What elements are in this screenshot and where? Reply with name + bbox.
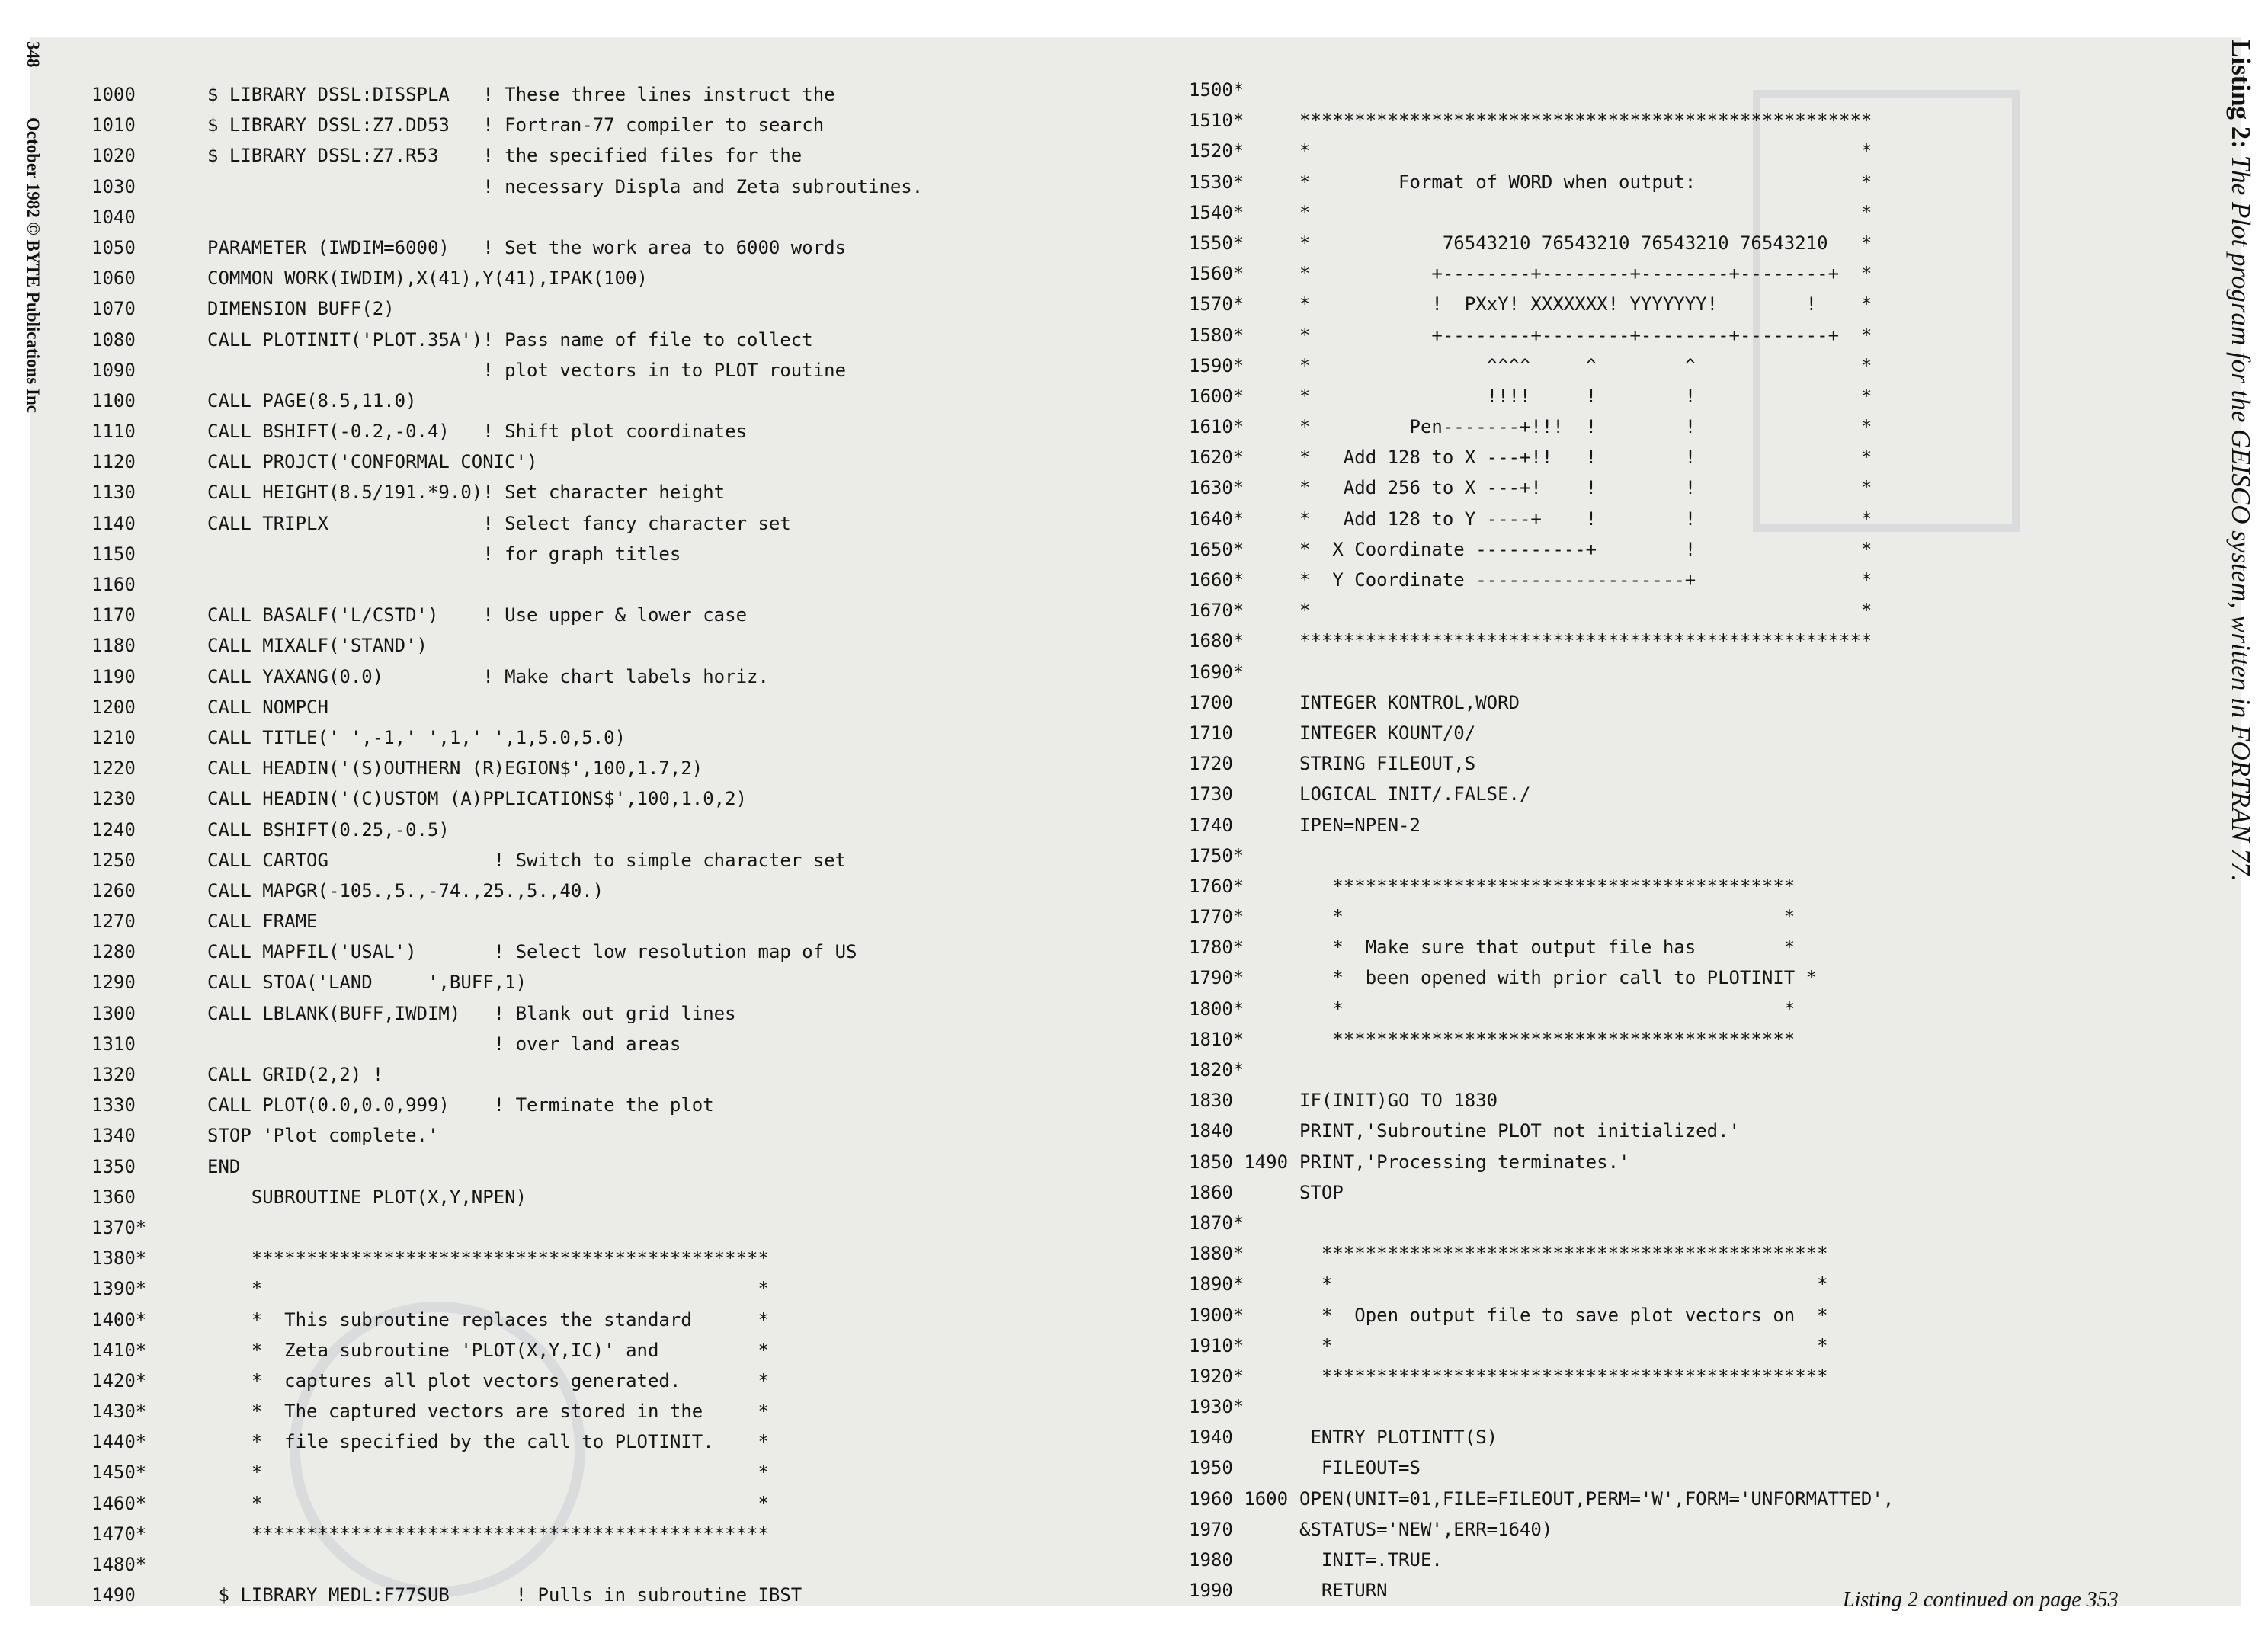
- code-text: CALL BASALF('L/CSTD') ! Use upper & lower case: [207, 604, 748, 626]
- line-number: 1650*: [1189, 538, 1245, 560]
- code-line: [1189, 1300, 1894, 1331]
- code-line: [1189, 136, 1894, 166]
- line-number: 1200: [91, 696, 136, 718]
- code-line: [91, 232, 923, 263]
- code-line: [1189, 718, 1894, 748]
- code-line: [91, 1120, 923, 1151]
- line-number: 1420*: [91, 1369, 147, 1391]
- line-number: 1860: [1189, 1181, 1233, 1203]
- line-number: 1220: [91, 757, 136, 780]
- code-line: [1189, 932, 1894, 962]
- code-line: [91, 508, 923, 539]
- code-text: ! for graph titles: [207, 543, 681, 565]
- code-text: COMMON WORK(IWDIM),X(41),Y(41),IPAK(100): [207, 267, 648, 290]
- code-text: * !!!! ! ! *: [1299, 385, 1872, 407]
- line-number: 1660*: [1189, 569, 1245, 591]
- code-text: * file specified by the call to PLOTINIT. *: [207, 1431, 769, 1453]
- code-line: [91, 600, 923, 630]
- line-number: 1910*: [1189, 1334, 1245, 1356]
- code-line: [1189, 1391, 1894, 1422]
- code-line: [91, 1243, 923, 1273]
- line-number: 1490: [91, 1584, 136, 1606]
- code-text: $ LIBRARY MEDL:F77SUB ! Pulls in subroutine IBST: [207, 1584, 802, 1606]
- code-line: [91, 1457, 923, 1487]
- code-text: ! plot vectors in to PLOT routine: [207, 359, 847, 381]
- code-line: [91, 1549, 923, 1580]
- line-number: 1080: [91, 328, 136, 351]
- code-text: ****************************************************: [1299, 110, 1872, 132]
- code-text: * X Coordinate ----------+ ! *: [1299, 538, 1872, 560]
- line-number: 1020: [91, 145, 136, 167]
- code-line: [1189, 320, 1894, 351]
- code-line: [91, 1212, 923, 1243]
- code-line: [91, 325, 923, 355]
- line-number: 1350: [91, 1155, 136, 1177]
- line-number: 1110: [91, 421, 136, 443]
- code-line: [1189, 748, 1894, 779]
- code-text: STOP 'Plot complete.': [207, 1125, 439, 1147]
- code-text: ******************************************: [1299, 1028, 1796, 1050]
- line-number: 1920*: [1189, 1365, 1245, 1387]
- line-number: 1900*: [1189, 1304, 1245, 1326]
- page-number: 348: [24, 41, 43, 68]
- code-line: [1189, 1269, 1894, 1299]
- line-number: 1130: [91, 482, 136, 504]
- code-line: [91, 1151, 923, 1182]
- code-line: [1189, 565, 1894, 595]
- code-text: * *: [1299, 201, 1872, 223]
- line-number: 1140: [91, 512, 136, 534]
- line-number: 1340: [91, 1125, 136, 1147]
- line-number: 1790*: [1189, 967, 1245, 989]
- code-line: [1189, 105, 1894, 136]
- code-text: * Add 128 to Y ----+ ! ! *: [1299, 508, 1872, 530]
- code-line: [91, 447, 923, 477]
- line-number: 1680*: [1189, 630, 1245, 652]
- code-text: * *: [1299, 600, 1872, 622]
- code-line: [1189, 197, 1894, 228]
- code-text: CALL CARTOG ! Switch to simple character set: [207, 849, 847, 871]
- code-line: [91, 1059, 923, 1090]
- code-text: IPEN=NPEN-2: [1299, 814, 1421, 836]
- code-text: STOP: [1299, 1181, 1344, 1203]
- line-number: 1050: [91, 236, 136, 258]
- code-line: [91, 661, 923, 692]
- line-number: 1800*: [1189, 998, 1245, 1020]
- code-line: [1189, 626, 1894, 656]
- code-text: ENTRY PLOTINTT(S): [1299, 1427, 1498, 1449]
- code-text: * *: [1299, 906, 1796, 928]
- code-text: * This subroutine replaces the standard *: [207, 1308, 769, 1331]
- code-line: [91, 569, 923, 600]
- code-text: CALL STOA('LAND ',BUFF,1): [207, 972, 527, 994]
- code-line: [1189, 1575, 1894, 1606]
- code-line: [1189, 871, 1894, 901]
- code-text: RETURN: [1299, 1580, 1388, 1602]
- code-text: * +--------+--------+--------+--------+ *: [1299, 324, 1872, 346]
- line-number: 1970: [1189, 1518, 1233, 1540]
- code-line: [91, 783, 923, 814]
- line-number: 1160: [91, 574, 136, 595]
- code-line: [1189, 1085, 1894, 1116]
- code-line: [91, 263, 923, 293]
- line-number: 1630*: [1189, 477, 1245, 499]
- code-line: [1189, 442, 1894, 472]
- line-number: 1560*: [1189, 263, 1245, 285]
- code-line: [91, 1396, 923, 1427]
- code-text: ! over land areas: [207, 1033, 681, 1055]
- line-number: 1450*: [91, 1462, 147, 1484]
- line-number: 1960 1600: [1189, 1487, 1289, 1510]
- code-text: * *: [1299, 1273, 1828, 1295]
- line-number: 1930*: [1189, 1396, 1245, 1418]
- code-text: CALL HEADIN('(S)OUTHERN (R)EGION$',100,1.7,2): [207, 757, 703, 780]
- line-number: 1570*: [1189, 293, 1245, 315]
- code-text: * *: [1299, 1334, 1828, 1356]
- code-line: [91, 386, 923, 416]
- line-number: 1310: [91, 1033, 136, 1055]
- code-line: [1189, 779, 1894, 809]
- line-number: 1880*: [1189, 1243, 1245, 1265]
- code-text: LOGICAL INIT/.FALSE./: [1299, 783, 1531, 805]
- line-number: 1190: [91, 665, 136, 687]
- code-line: [1189, 1484, 1894, 1514]
- code-text: CALL BSHIFT(0.25,-0.5): [207, 818, 450, 841]
- code-line: [91, 1427, 923, 1457]
- code-line: [91, 1488, 923, 1519]
- code-line: [91, 876, 923, 906]
- line-number: 1070: [91, 298, 136, 320]
- line-number: 1300: [91, 1002, 136, 1024]
- code-line: [91, 1182, 923, 1212]
- code-line: [1189, 810, 1894, 841]
- code-text: * *: [207, 1492, 769, 1514]
- line-number: 1380*: [91, 1247, 147, 1270]
- line-number: 1060: [91, 267, 136, 290]
- code-text: CALL YAXANG(0.0) ! Make chart labels horiz.: [207, 665, 769, 687]
- line-number: 1410*: [91, 1339, 147, 1361]
- code-line: [1189, 167, 1894, 197]
- code-text: ! necessary Displa and Zeta subroutines.: [207, 175, 924, 197]
- code-text: &STATUS='NEW',ERR=1640): [1299, 1518, 1553, 1540]
- code-text: * Pen-------+!!! ! ! *: [1299, 416, 1872, 438]
- code-text: * Y Coordinate -------------------+ *: [1299, 569, 1872, 591]
- line-number: 1620*: [1189, 447, 1245, 469]
- code-listing-left-column: [91, 79, 923, 1610]
- code-line: [91, 1519, 923, 1549]
- code-line: [1189, 1422, 1894, 1452]
- line-number: 1670*: [1189, 600, 1245, 622]
- code-text: ****************************************************: [1299, 630, 1872, 652]
- line-number: 1780*: [1189, 937, 1245, 959]
- code-line: [91, 845, 923, 876]
- line-number: 1280: [91, 941, 136, 963]
- code-text: CALL NOMPCH: [207, 696, 328, 718]
- code-line: [1189, 228, 1894, 258]
- code-line: [91, 355, 923, 386]
- code-line: [91, 140, 923, 171]
- caption-label: Listing 2:: [2226, 40, 2256, 149]
- code-text: * Format of WORD when output: *: [1299, 171, 1872, 193]
- code-text: * *: [1299, 998, 1796, 1020]
- code-line: [91, 202, 923, 232]
- line-number: 1400*: [91, 1308, 147, 1331]
- line-number: 1090: [91, 359, 136, 381]
- code-text: CALL BSHIFT(-0.2,-0.4) ! Shift plot coordinates: [207, 421, 748, 443]
- code-line: [1189, 1361, 1894, 1391]
- code-text: CALL PLOT(0.0,0.0,999) ! Terminate the plot: [207, 1094, 714, 1116]
- line-number: 1530*: [1189, 171, 1245, 193]
- code-text: CALL FRAME: [207, 911, 318, 933]
- code-text: * been opened with prior call to PLOTINIT *: [1299, 967, 1818, 989]
- line-number: 1810*: [1189, 1028, 1245, 1050]
- code-text: CALL HEADIN('(C)USTOM (A)PPLICATIONS$',100,1.0,2): [207, 788, 748, 810]
- line-number: 1520*: [1189, 140, 1245, 162]
- code-text: IF(INIT)GO TO 1830: [1299, 1090, 1498, 1112]
- line-number: 1600*: [1189, 385, 1245, 407]
- code-line: [91, 692, 923, 722]
- code-text: * 76543210 76543210 76543210 76543210 *: [1299, 232, 1872, 254]
- line-number: 1750*: [1189, 844, 1245, 866]
- code-text: CALL LBLANK(BUFF,IWDIM) ! Blank out grid lines: [207, 1002, 736, 1024]
- code-text: CALL HEIGHT(8.5/191.*9.0)! Set character height: [207, 482, 726, 504]
- code-text: CALL MAPFIL('USAL') ! Select low resolution map of US: [207, 941, 857, 963]
- code-line: [91, 539, 923, 569]
- code-text: **********************************************: [1299, 1243, 1828, 1265]
- code-line: [91, 416, 923, 447]
- line-number: 1260: [91, 879, 136, 901]
- line-number: 1640*: [1189, 508, 1245, 530]
- line-number: 1040: [91, 206, 136, 228]
- line-number: 1470*: [91, 1523, 147, 1545]
- code-line: [1189, 1055, 1894, 1085]
- code-line: [91, 1029, 923, 1059]
- line-number: 1030: [91, 175, 136, 197]
- line-number: 1230: [91, 788, 136, 810]
- code-line: [1189, 994, 1894, 1024]
- page-margin-left: [11, 41, 41, 956]
- code-text: DIMENSION BUFF(2): [207, 298, 395, 320]
- code-text: ******************************************: [1299, 875, 1796, 897]
- line-number: 1700: [1189, 691, 1233, 713]
- line-number: 1730: [1189, 783, 1233, 805]
- code-line: [1189, 595, 1894, 626]
- line-number: 1870*: [1189, 1212, 1245, 1234]
- line-number: 1460*: [91, 1492, 147, 1514]
- code-text: OPEN(UNIT=01,FILE=FILEOUT,PERM='W',FORM='UNFORMATTED',: [1299, 1487, 1895, 1510]
- code-line: [91, 1273, 923, 1304]
- code-text: **********************************************: [1299, 1365, 1828, 1387]
- copyright-credit: October 1982 © BYTE Publications Inc: [24, 117, 43, 413]
- line-number: 1980: [1189, 1549, 1233, 1571]
- line-number: 1540*: [1189, 201, 1245, 223]
- code-line: [1189, 1024, 1894, 1055]
- code-line: [1189, 381, 1894, 412]
- continuation-note: Listing 2 continued on page 353: [1843, 1588, 2119, 1612]
- code-text: FILEOUT=S: [1299, 1457, 1421, 1479]
- code-text: * ! PXxY! XXXXXXX! YYYYYYY! ! *: [1299, 293, 1872, 315]
- code-text: CALL TITLE(' ',-1,' ',1,' ',1,5.0,5.0): [207, 726, 626, 748]
- code-line: [1189, 504, 1894, 534]
- code-line: [91, 753, 923, 783]
- code-text: CALL GRID(2,2) !: [207, 1064, 384, 1085]
- code-line: [91, 477, 923, 508]
- code-text: SUBROUTINE PLOT(X,Y,NPEN): [207, 1186, 527, 1208]
- code-text: * ^^^^ ^ ^ *: [1299, 354, 1872, 376]
- line-number: 1580*: [1189, 324, 1245, 346]
- line-number: 1510*: [1189, 110, 1245, 132]
- line-number: 1590*: [1189, 354, 1245, 376]
- code-line: [1189, 962, 1894, 993]
- code-text: $ LIBRARY DSSL:DISSPLA ! These three lines instruct the: [207, 84, 835, 105]
- code-listing-right-column: [1189, 75, 1894, 1606]
- code-text: CALL PAGE(8.5,11.0): [207, 389, 417, 412]
- code-text: * +--------+--------+--------+--------+ *: [1299, 263, 1872, 285]
- code-text: END: [207, 1155, 241, 1177]
- code-text: * Zeta subroutine 'PLOT(X,Y,IC)' and *: [207, 1339, 769, 1361]
- line-number: 1210: [91, 726, 136, 748]
- line-number: 1440*: [91, 1431, 147, 1453]
- line-number: 1010: [91, 114, 136, 136]
- code-line: [91, 293, 923, 324]
- code-line: [1189, 1238, 1894, 1269]
- line-number: 1180: [91, 635, 136, 657]
- code-text: CALL PROJCT('CONFORMAL CONIC'): [207, 451, 538, 473]
- code-line: [1189, 289, 1894, 319]
- code-line: [91, 722, 923, 753]
- line-number: 1330: [91, 1094, 136, 1116]
- code-line: [91, 937, 923, 967]
- code-line: [1189, 1331, 1894, 1361]
- code-line: [1189, 1177, 1894, 1208]
- code-text: * The captured vectors are stored in the *: [207, 1401, 769, 1423]
- code-text: * *: [207, 1462, 769, 1484]
- code-text: ***********************************************: [207, 1247, 769, 1270]
- line-number: 1740: [1189, 814, 1233, 836]
- code-text: PARAMETER (IWDIM=6000) ! Set the work area to 6000 words: [207, 236, 847, 258]
- line-number: 1250: [91, 849, 136, 871]
- line-number: 1240: [91, 818, 136, 841]
- code-line: [1189, 472, 1894, 503]
- line-number: 1830: [1189, 1090, 1233, 1112]
- line-number: 1940: [1189, 1427, 1233, 1449]
- code-text: CALL MAPGR(-105.,5.,-74.,25.,5.,40.): [207, 879, 604, 901]
- code-line: [1189, 687, 1894, 718]
- line-number: 1820*: [1189, 1059, 1245, 1081]
- line-number: 1000: [91, 84, 136, 105]
- line-number: 1150: [91, 543, 136, 565]
- line-number: 1610*: [1189, 416, 1245, 438]
- line-number: 1270: [91, 911, 136, 933]
- code-line: [1189, 412, 1894, 442]
- code-line: [91, 906, 923, 937]
- code-line: [91, 1580, 923, 1610]
- line-number: 1360: [91, 1186, 136, 1208]
- line-number: 1120: [91, 451, 136, 473]
- code-line: [1189, 1452, 1894, 1483]
- code-line: [1189, 657, 1894, 687]
- code-line: [1189, 1514, 1894, 1545]
- code-line: [91, 1335, 923, 1366]
- code-text: * Add 128 to X ---+!! ! ! *: [1299, 447, 1872, 469]
- code-text: * Open output file to save plot vectors on *: [1299, 1304, 1828, 1326]
- line-number: 1760*: [1189, 875, 1245, 897]
- line-number: 1500*: [1189, 79, 1245, 101]
- code-line: [1189, 841, 1894, 871]
- code-text: * Add 256 to X ---+! ! ! *: [1299, 477, 1872, 499]
- line-number: 1950: [1189, 1457, 1233, 1479]
- line-number: 1430*: [91, 1401, 147, 1423]
- code-text: * *: [207, 1278, 769, 1300]
- caption-text: The Plot program for the GEISCO system, written in FORTRAN 77.: [2226, 155, 2256, 882]
- line-number: 1290: [91, 972, 136, 994]
- code-text: STRING FILEOUT,S: [1299, 753, 1476, 775]
- line-number: 1690*: [1189, 661, 1245, 683]
- code-line: [91, 630, 923, 661]
- code-line: [1189, 1545, 1894, 1575]
- code-line: [1189, 1147, 1894, 1177]
- line-number: 1840: [1189, 1120, 1233, 1142]
- code-line: [91, 815, 923, 845]
- code-text: INTEGER KOUNT/0/: [1299, 722, 1476, 744]
- code-line: [91, 998, 923, 1029]
- code-line: [91, 79, 923, 110]
- line-number: 1390*: [91, 1278, 147, 1300]
- code-line: [1189, 351, 1894, 381]
- line-number: 1770*: [1189, 906, 1245, 928]
- code-text: PRINT,'Subroutine PLOT not initialized.': [1299, 1120, 1740, 1142]
- code-text: * Make sure that output file has *: [1299, 937, 1796, 959]
- code-line: [1189, 258, 1894, 289]
- line-number: 1550*: [1189, 232, 1245, 254]
- line-number: 1720: [1189, 753, 1233, 775]
- code-line: [1189, 901, 1894, 932]
- code-text: INTEGER KONTROL,WORD: [1299, 691, 1520, 713]
- line-number: 1710: [1189, 722, 1233, 744]
- line-number: 1370*: [91, 1216, 147, 1238]
- code-text: $ LIBRARY DSSL:Z7.R53 ! the specified files for the: [207, 145, 802, 167]
- code-line: [91, 1305, 923, 1335]
- line-number: 1850 1490: [1189, 1151, 1289, 1173]
- code-text: $ LIBRARY DSSL:Z7.DD53 ! Fortran-77 compiler to search: [207, 114, 825, 136]
- code-text: ***********************************************: [207, 1523, 769, 1545]
- listing-caption: [2224, 40, 2259, 1106]
- line-number: 1100: [91, 389, 136, 412]
- code-line: [1189, 1116, 1894, 1146]
- line-number: 1480*: [91, 1554, 147, 1575]
- code-text: CALL TRIPLX ! Select fancy character set: [207, 512, 791, 534]
- code-line: [91, 171, 923, 202]
- code-line: [91, 110, 923, 140]
- code-text: CALL MIXALF('STAND'): [207, 635, 428, 657]
- code-line: [1189, 75, 1894, 105]
- code-line: [1189, 534, 1894, 565]
- code-text: PRINT,'Processing terminates.': [1299, 1151, 1630, 1173]
- code-line: [91, 967, 923, 998]
- code-line: [1189, 1208, 1894, 1238]
- line-number: 1320: [91, 1064, 136, 1085]
- code-text: INIT=.TRUE.: [1299, 1549, 1443, 1571]
- code-text: CALL PLOTINIT('PLOT.35A')! Pass name of file to collect: [207, 328, 813, 351]
- line-number: 1890*: [1189, 1273, 1245, 1295]
- code-line: [91, 1090, 923, 1120]
- code-line: [91, 1366, 923, 1396]
- line-number: 1990: [1189, 1580, 1233, 1602]
- code-text: * *: [1299, 140, 1872, 162]
- code-text: * captures all plot vectors generated. *: [207, 1369, 769, 1391]
- line-number: 1170: [91, 604, 136, 626]
